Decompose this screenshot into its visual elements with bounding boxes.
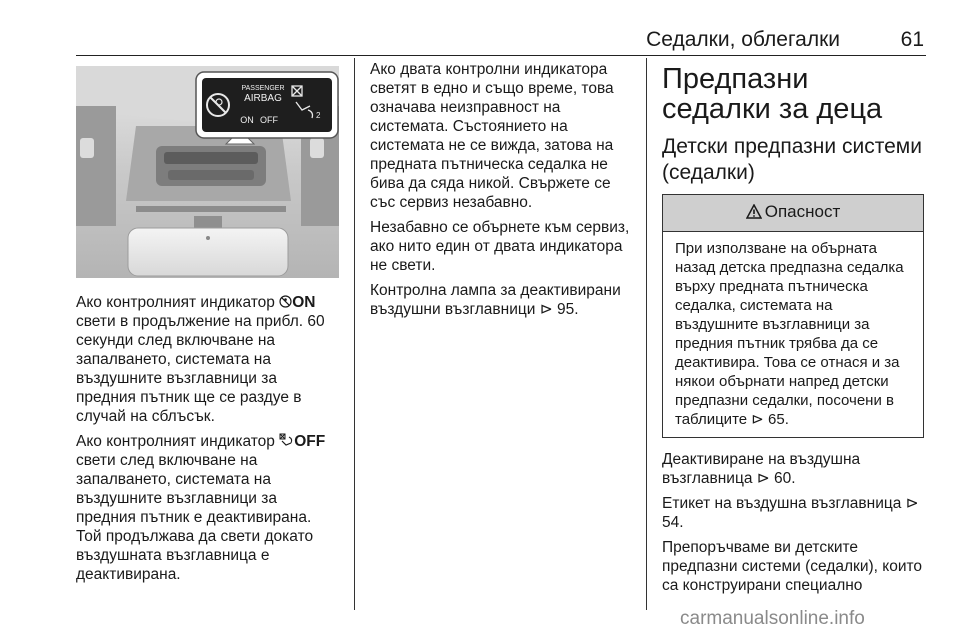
- photo-label-airbag: AIRBAG: [244, 93, 282, 104]
- page-number: 61: [900, 28, 924, 51]
- warning-box: [662, 194, 924, 438]
- paragraph-both-lit: Ако двата контролни индикатора светят в едно и също време, това означава неизправност на системата. Състоянието на системата не се вижда, затова на предната пътническа седалка не бива да сяда никой. Свържете се със сервиз незабавно.: [370, 61, 614, 211]
- paragraph-control-lamp: Контролна лампа за деактивирани въздушни възглавници ⊳ 95.: [370, 282, 621, 318]
- airbag-deactivated-icon: [279, 433, 294, 447]
- svg-text:2: 2: [316, 111, 321, 120]
- photo-label-passenger: PASSENGER: [241, 85, 285, 92]
- paragraph-airbag-off: Ако контролният индикатор OFF свети след включване на запалването, системата на въздушните възглавници за предния пътник е деактивирана. Той продължава да свети докато въздушната възглавница е деактивирана.: [76, 433, 326, 583]
- header-title: Седалки, облегалки: [646, 28, 840, 51]
- column-divider-1: [354, 58, 355, 610]
- airbag-off-indicator: OFF: [279, 433, 325, 450]
- column-1: [76, 293, 338, 590]
- airbag-on-icon: [279, 295, 292, 308]
- paragraph-airbag-on: Ако контролният индикатор ON свети в продължение на прибл. 60 секунди след включване на запалването, системата на въздушните възглавници за предния пътник ще се раздуе в случай на сблъсък.: [76, 294, 325, 425]
- photo-label-on: ON: [240, 115, 254, 125]
- section-subheading: Детски предпазни системи (седалки): [662, 135, 922, 184]
- airbag-indicator-photo: [76, 66, 339, 278]
- paragraph-none-lit: Незабавно се обърнете към сервиз, ако нито един от двата индикатора не свети.: [370, 219, 630, 274]
- column-2: [370, 60, 632, 325]
- warning-text: При използване на обърната назад детска предпазна седалка върху предната пътническа седалка, системата на въздушните възглавници за предния пътник трябва да се деактивира. Това се отнася и за някои обърнати напред детски предпазни седалки, посочени в таблиците ⊳ 65.: [675, 240, 904, 428]
- column-3: [662, 60, 924, 601]
- paragraph-label-ref: Етикет на въздушна възглавница ⊳ 54.: [662, 495, 919, 531]
- paragraph-deactivation-ref: Деактивиране на въздушна възглавница ⊳ 60.: [662, 451, 861, 487]
- warning-header: [663, 195, 923, 232]
- header-rule: [76, 55, 926, 56]
- section-heading: Предпазни седалки за деца: [662, 63, 883, 125]
- paragraph-recommendation: Препоръчваме ви детските предпазни системи (седалки), които са конструирани специално: [662, 539, 923, 594]
- watermark: carmanualsonline.info: [680, 608, 865, 629]
- column-divider-2: [646, 58, 647, 610]
- photo-label-off: OFF: [260, 115, 278, 125]
- airbag-on-indicator: ON: [279, 294, 315, 311]
- warning-title: Опасност: [764, 202, 841, 221]
- warning-triangle-icon: [746, 204, 762, 223]
